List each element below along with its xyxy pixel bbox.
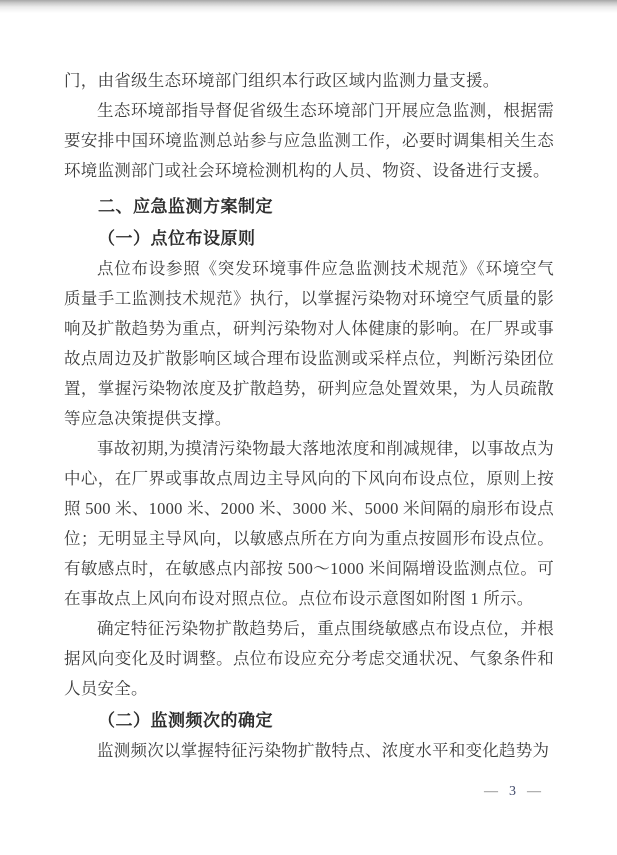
scan-edge-shadow [0,0,617,13]
subsection-heading: （二）监测频次的确定 [98,711,273,730]
paragraph: 点位布设参照《突发环境事件应急监测技术规范》《环境空气质量手工监测技术规范》执行，以掌握污染物对环境空气质量的影响及扩散趋势为重点，研判污染物对人体健康的影响。在厂界或事故点周边及扩散影响区域合理布设监测或采样点位，判断污染团位置，掌握污染物浓度及扩散趋势，研判应急处置效果，为人员疏散等应急决策提供支撑。 [64,259,554,428]
page-number-value: 3 [509,784,516,799]
page-number-dash-right: — [527,784,541,799]
subsection-heading: （一）点位布设原则 [98,229,256,248]
section-heading: 二、应急监测方案制定 [98,197,273,216]
paragraph: 门，由省级生态环境部门组织本行政区域内监测力量支援。 [64,71,500,90]
paragraph: 事故初期,为摸清污染物最大落地浓度和削减规律，以事故点为中心，在厂界或事故点周边主导风向的下风向布设点位，原则上按照 500 米、1000 米、2000 米、3000 米、5000 米间隔的扇形布设点位；无明显主导风向，以敏感点所在方向为重点按圆形布设点位。有敏感点时，在敏感点内部按 500～1000 米间隔增设监测点位。可在事故点上风向布设对照点位。点位布设示意图如附图 1 所示。 [64,439,554,608]
page-number [484,784,541,800]
document-content [64,66,554,766]
paragraph: 生态环境部指导督促省级生态环境部门开展应急监测，根据需要安排中国环境监测总站参与应急监测工作，必要时调集相关生态环境监测部门或社会环境检测机构的人员、物资、设备进行支援。 [64,101,554,180]
paragraph: 监测频次以掌握特征污染物扩散特点、浓度水平和变化趋势为 [97,741,550,760]
page-number-dash-left: — [484,784,498,799]
paragraph: 确定特征污染物扩散趋势后，重点围绕敏感点布设点位，并根据风向变化及时调整。点位布设应充分考虑交通状况、气象条件和人员安全。 [64,619,554,698]
